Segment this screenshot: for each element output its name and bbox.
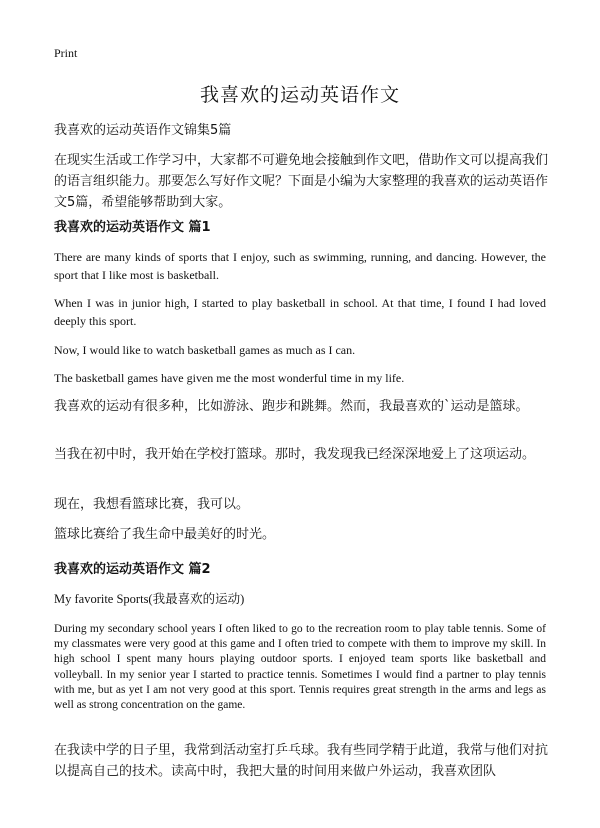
section2-subtitle: My favorite Sports(我最喜欢的运动) xyxy=(54,592,245,606)
s1-cn-paragraph-3: 现在，我想看篮球比赛，我可以。 xyxy=(54,497,250,512)
s2-en-paragraph: During my secondary school years I often liked to go to the recreation room to play table tennis. Some of my classmates were very good at this game and I often tried to compete with them to improve my skill. In high school I spent many hours playing outdoor sports. I enjoyed team sports like basketball and volleyball. In my senior year I started to practice tennis. Sometimes I would find a partner to play tennis with me, but as yet I am not very good at this sport. Tennis requires great strength in the arms and legs as well as strong concentration on the game. xyxy=(54,623,546,712)
s1-en-paragraph-2: When I was in junior high, I started to play basketball in school. At that time, I found I had loved deeply this sport. xyxy=(54,296,546,328)
document-title: 我喜欢的运动英语作文 xyxy=(199,84,400,106)
section2-heading: 我喜欢的运动英语作文 篇2 xyxy=(54,562,211,577)
s1-en-paragraph-4: The basketball games have given me the most wonderful time in my life. xyxy=(54,371,405,385)
s2-cn-paragraph: 在我读中学的日子里，我常到活动室打乒乓球。我有些同学精于此道，我常与他们对抗以提高自己的技术。读高中时，我把大量的时间用来做户外运动，我喜欢团队 xyxy=(54,743,549,779)
s1-cn-paragraph-2: 当我在初中时，我开始在学校打篮球。那时，我发现我已经深深地爱上了这项运动。 xyxy=(54,447,536,462)
section1-heading: 我喜欢的运动英语作文 篇1 xyxy=(54,220,211,235)
print-link[interactable]: Print xyxy=(54,46,78,60)
s1-cn-paragraph-1: 我喜欢的运动有很多种，比如游泳、跑步和跳舞。然而，我最喜欢的`运动是篮球。 xyxy=(54,399,529,414)
intro-paragraph: 在现实生活或工作学习中，大家都不可避免地会接触到作文吧，借助作文可以提高我们的语言组织能力。那要怎么写好作文呢？下面是小编为大家整理的我喜欢的运动英语作文5篇，希望能够帮助到大家。 xyxy=(54,153,549,210)
s1-en-paragraph-1: There are many kinds of sports that I enjoy, such as swimming, running, and dancing. However, the sport that I like most is basketball. xyxy=(54,250,546,282)
s1-cn-paragraph-4: 篮球比赛给了我生命中最美好的时光。 xyxy=(54,527,276,542)
s1-en-paragraph-3: Now, I would like to watch basketball games as much as I can. xyxy=(54,343,356,357)
collection-line: 我喜欢的运动英语作文锦集5篇 xyxy=(54,123,232,138)
